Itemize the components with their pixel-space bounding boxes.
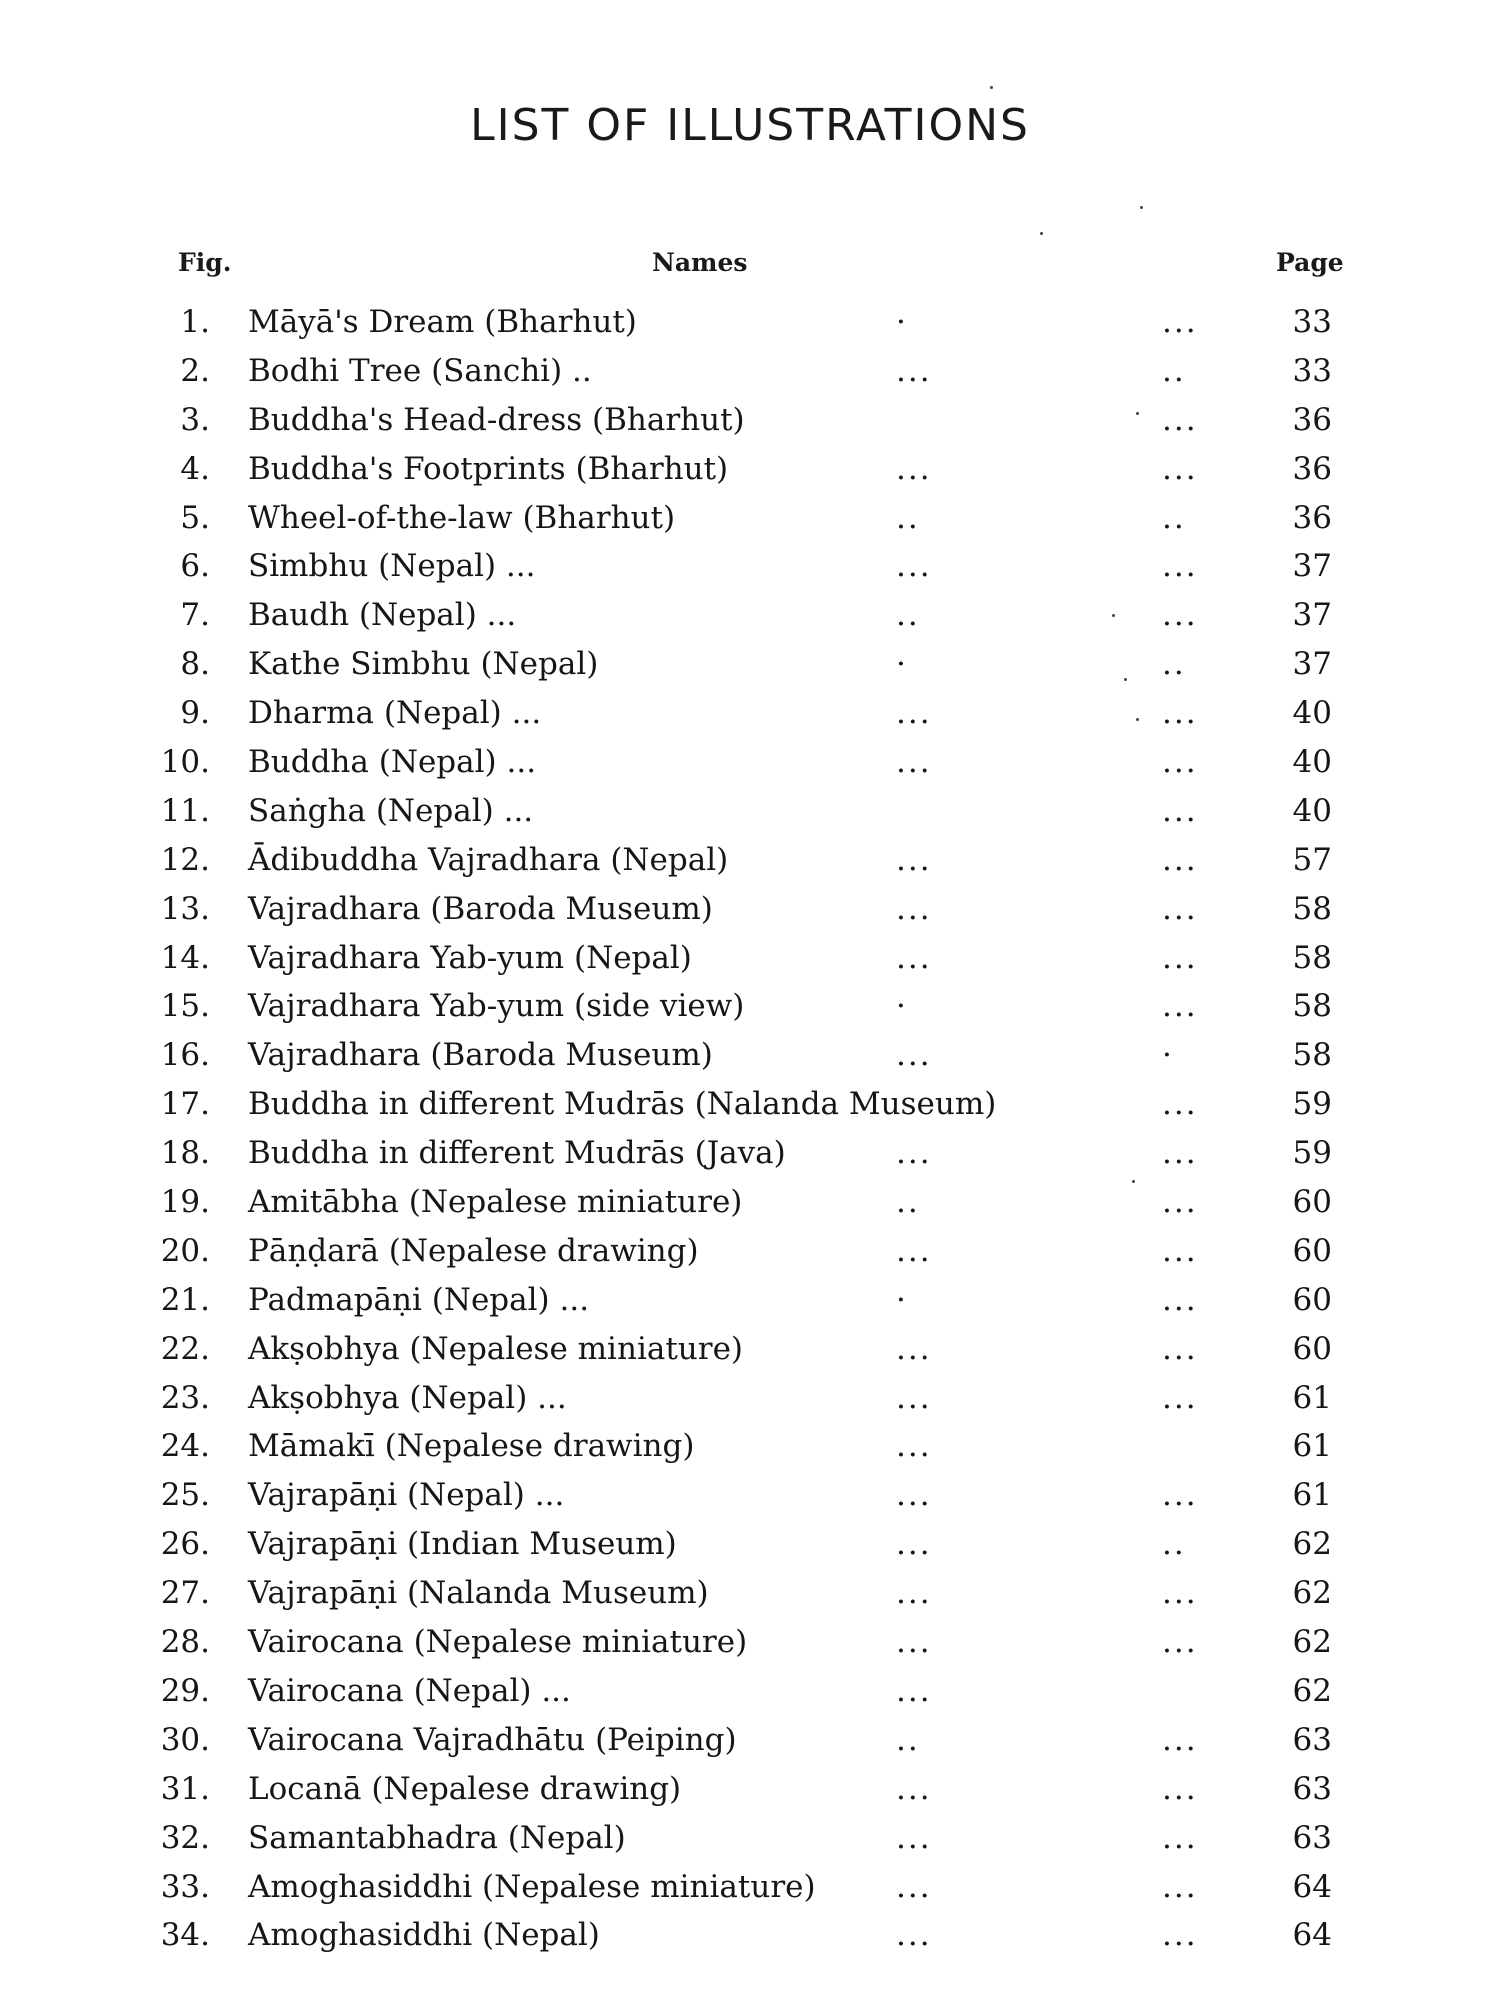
leader-dots: ...: [1162, 1868, 1198, 1905]
leader-dots: ...: [896, 1917, 932, 1954]
page-number: 40: [1292, 695, 1332, 732]
list-item: [0, 1129, 1500, 1178]
list-item: [0, 1814, 1500, 1863]
leader-dots: ..: [896, 1184, 920, 1221]
leader-dots: ...: [896, 548, 932, 585]
illustration-name: Vairocana (Nepal) ...: [248, 1672, 571, 1709]
page-number: 60: [1292, 1232, 1332, 1269]
figure-number: 21.: [160, 1281, 210, 1318]
illustration-name: Vajrapāṇi (Indian Museum): [248, 1526, 677, 1563]
list-item: [0, 1325, 1500, 1374]
list-item: [0, 836, 1500, 885]
illustration-name: Vairocana (Nepalese miniature): [248, 1624, 748, 1661]
leader-dots: ...: [896, 1868, 932, 1905]
leader-dots: ...: [896, 890, 932, 927]
illustration-name: Pāṇḍarā (Nepalese drawing): [248, 1232, 699, 1269]
illustration-name: Bodhi Tree (Sanchi) ..: [248, 352, 592, 389]
list-item: [0, 1227, 1500, 1276]
list-item: [0, 347, 1500, 396]
leader-dots: ·: [896, 646, 908, 683]
page-number: 61: [1292, 1477, 1332, 1514]
leader-dots: ·: [896, 304, 908, 340]
illustration-name: Samantabhadra (Nepal): [248, 1819, 626, 1856]
figure-number: 10.: [160, 744, 210, 781]
list-item: [0, 1520, 1500, 1569]
page-number: 33: [1292, 304, 1332, 340]
leader-dots: ...: [896, 744, 932, 781]
page-number: 37: [1292, 646, 1332, 683]
page-number: 61: [1292, 1428, 1332, 1465]
page-number: 60: [1292, 1330, 1332, 1367]
illustration-name: Amoghasiddhi (Nepalese miniature): [248, 1868, 816, 1905]
figure-number: 24.: [160, 1428, 210, 1465]
illustration-name: Wheel-of-the-law (Bharhut): [248, 499, 676, 536]
page-number: 58: [1292, 1037, 1332, 1074]
illustration-name: Akṣobhya (Nepal) ...: [248, 1379, 567, 1416]
list-item: [0, 591, 1500, 640]
figure-number: 23.: [160, 1379, 210, 1416]
figure-number: 22.: [160, 1330, 210, 1367]
leader-dots: ..: [896, 499, 920, 536]
list-item: [0, 1667, 1500, 1716]
list-item: [0, 1080, 1500, 1129]
page-number: 62: [1292, 1526, 1332, 1563]
leader-dots: ...: [1162, 1135, 1198, 1172]
page-number: 36: [1292, 450, 1332, 487]
list-item: [0, 738, 1500, 787]
figure-number: 1.: [180, 304, 210, 340]
list-item: [0, 1471, 1500, 1520]
figure-number: 19.: [160, 1184, 210, 1221]
page-number: 64: [1292, 1917, 1332, 1954]
column-header-fig: Fig.: [178, 248, 232, 277]
leader-dots: ...: [1162, 1819, 1198, 1856]
illustration-name: Saṅgha (Nepal) ...: [248, 792, 534, 829]
figure-number: 16.: [160, 1037, 210, 1074]
page-number: 63: [1292, 1721, 1332, 1758]
page-number: 61: [1292, 1379, 1332, 1416]
list-item: [0, 1422, 1500, 1471]
page-number: 37: [1292, 597, 1332, 634]
figure-number: 30.: [160, 1721, 210, 1758]
leader-dots: ...: [896, 1575, 932, 1612]
list-item: [0, 689, 1500, 738]
page-number: 60: [1292, 1184, 1332, 1221]
list-item: [0, 494, 1500, 543]
figure-number: 32.: [160, 1819, 210, 1856]
leader-dots: ...: [896, 1037, 932, 1074]
illustration-name: Padmapāṇi (Nepal) ...: [248, 1281, 590, 1318]
list-item: [0, 1178, 1500, 1227]
illustration-name: Māyā's Dream (Bharhut): [248, 304, 637, 340]
page-number: 58: [1292, 988, 1332, 1025]
list-item: [0, 1374, 1500, 1423]
figure-number: 2.: [180, 352, 210, 389]
leader-dots: ...: [1162, 939, 1198, 976]
illustration-name: Dharma (Nepal) ...: [248, 695, 542, 732]
page-number: 58: [1292, 890, 1332, 927]
leader-dots: ..: [896, 597, 920, 634]
scan-speck: [990, 86, 993, 89]
leader-dots: ...: [896, 1819, 932, 1856]
figure-number: 17.: [160, 1086, 210, 1123]
leader-dots: ...: [896, 841, 932, 878]
leader-dots: ...: [896, 939, 932, 976]
illustration-name: Baudh (Nepal) ...: [248, 597, 517, 634]
leader-dots: ...: [1162, 1575, 1198, 1612]
leader-dots: ...: [1162, 1379, 1198, 1416]
list-item: [0, 787, 1500, 836]
figure-number: 27.: [160, 1575, 210, 1612]
illustration-name: Simbhu (Nepal) ...: [248, 548, 536, 585]
illustration-name: Buddha in different Mudrās (Nalanda Museum): [248, 1086, 997, 1123]
leader-dots: ...: [1162, 1770, 1198, 1807]
list-item: [0, 298, 1500, 347]
leader-dots: ..: [1162, 1526, 1186, 1563]
illustration-name: Vajradhara (Baroda Museum): [248, 1037, 713, 1074]
figure-number: 8.: [180, 646, 210, 683]
illustration-name: Vajrapāṇi (Nalanda Museum): [248, 1575, 709, 1612]
leader-dots: ..: [1162, 646, 1186, 683]
list-item: [0, 1863, 1500, 1912]
illustration-name: Akṣobhya (Nepalese miniature): [248, 1330, 744, 1367]
leader-dots: ...: [896, 695, 932, 732]
page-number: 62: [1292, 1672, 1332, 1709]
scan-speck: [1040, 232, 1043, 235]
illustration-name: Buddha's Head-dress (Bharhut): [248, 401, 745, 438]
page-number: 63: [1292, 1819, 1332, 1856]
figure-number: 31.: [160, 1770, 210, 1807]
figure-number: 34.: [160, 1917, 210, 1954]
figure-number: 18.: [160, 1135, 210, 1172]
illustration-name: Buddha (Nepal) ...: [248, 744, 537, 781]
page-number: 62: [1292, 1575, 1332, 1612]
page-number: 64: [1292, 1868, 1332, 1905]
figure-number: 7.: [180, 597, 210, 634]
figure-number: 3.: [180, 401, 210, 438]
leader-dots: ...: [1162, 744, 1198, 781]
page-number: 40: [1292, 792, 1332, 829]
leader-dots: ...: [1162, 792, 1198, 829]
illustration-name: Buddha's Footprints (Bharhut): [248, 450, 729, 487]
figure-number: 26.: [160, 1526, 210, 1563]
page-number: 40: [1292, 744, 1332, 781]
list-item: [0, 1765, 1500, 1814]
figure-number: 5.: [180, 499, 210, 536]
leader-dots: ...: [896, 1135, 932, 1172]
figure-number: 25.: [160, 1477, 210, 1514]
illustration-name: Amoghasiddhi (Nepal): [248, 1917, 600, 1954]
list-item: [0, 396, 1500, 445]
leader-dots: ...: [1162, 890, 1198, 927]
leader-dots: ...: [1162, 304, 1198, 340]
leader-dots: ...: [1162, 1477, 1198, 1514]
leader-dots: ...: [1162, 1721, 1198, 1758]
leader-dots: ...: [896, 1232, 932, 1269]
page-number: 58: [1292, 939, 1332, 976]
page-number: 36: [1292, 499, 1332, 536]
leader-dots: ...: [896, 450, 932, 487]
leader-dots: ...: [896, 1624, 932, 1661]
page-number: 62: [1292, 1624, 1332, 1661]
leader-dots: ...: [1162, 548, 1198, 585]
illustration-list: [0, 298, 1500, 1960]
list-item: [0, 1618, 1500, 1667]
figure-number: 6.: [180, 548, 210, 585]
leader-dots: ·: [1162, 1037, 1174, 1074]
page-number: 57: [1292, 841, 1332, 878]
leader-dots: ..: [1162, 352, 1186, 389]
page-number: 36: [1292, 401, 1332, 438]
illustration-name: Vairocana Vajradhātu (Peiping): [248, 1721, 737, 1758]
page-number: 37: [1292, 548, 1332, 585]
illustration-name: Māmakī (Nepalese drawing): [248, 1428, 695, 1465]
list-item: [0, 1031, 1500, 1080]
column-header-page: Page: [1276, 248, 1344, 277]
leader-dots: ...: [896, 1428, 932, 1465]
scan-speck: [1140, 206, 1143, 209]
figure-number: 29.: [160, 1672, 210, 1709]
list-item: [0, 1276, 1500, 1325]
figure-number: 28.: [160, 1624, 210, 1661]
leader-dots: ...: [1162, 695, 1198, 732]
illustration-name: Vajradhara (Baroda Museum): [248, 890, 713, 927]
figure-number: 15.: [160, 988, 210, 1025]
page-number: 33: [1292, 352, 1332, 389]
list-item: [0, 1569, 1500, 1618]
list-item: [0, 542, 1500, 591]
leader-dots: ...: [896, 1526, 932, 1563]
leader-dots: ...: [1162, 1624, 1198, 1661]
page-title: LIST OF ILLUSTRATIONS: [470, 100, 1030, 151]
leader-dots: ...: [1162, 841, 1198, 878]
list-item: [0, 1911, 1500, 1960]
leader-dots: ...: [1162, 1232, 1198, 1269]
leader-dots: ...: [1162, 401, 1198, 438]
leader-dots: ...: [1162, 450, 1198, 487]
leader-dots: ...: [1162, 597, 1198, 634]
figure-number: 9.: [180, 695, 210, 732]
list-item: [0, 982, 1500, 1031]
figure-number: 20.: [160, 1232, 210, 1269]
page-number: 63: [1292, 1770, 1332, 1807]
leader-dots: ...: [896, 1770, 932, 1807]
illustration-name: Vajradhara Yab-yum (side view): [248, 988, 745, 1025]
page-number: 59: [1292, 1086, 1332, 1123]
leader-dots: ...: [896, 1330, 932, 1367]
figure-number: 12.: [160, 841, 210, 878]
list-item: [0, 445, 1500, 494]
list-item: [0, 885, 1500, 934]
figure-number: 11.: [160, 792, 210, 829]
leader-dots: ...: [896, 1672, 932, 1709]
illustration-name: Locanā (Nepalese drawing): [248, 1770, 682, 1807]
figure-number: 33.: [160, 1868, 210, 1905]
leader-dots: ..: [1162, 499, 1186, 536]
leader-dots: ...: [1162, 1086, 1198, 1123]
illustration-name: Ādibuddha Vajradhara (Nepal): [248, 841, 729, 878]
figure-number: 4.: [180, 450, 210, 487]
illustration-name: Kathe Simbhu (Nepal): [248, 646, 599, 683]
illustration-name: Vajradhara Yab-yum (Nepal): [248, 939, 692, 976]
leader-dots: ·: [896, 1281, 908, 1318]
leader-dots: ...: [896, 1379, 932, 1416]
illustration-name: Vajrapāṇi (Nepal) ...: [248, 1477, 565, 1514]
illustration-name: Amitābha (Nepalese miniature): [248, 1184, 743, 1221]
page-number: 60: [1292, 1281, 1332, 1318]
leader-dots: ...: [1162, 1330, 1198, 1367]
list-item: [0, 934, 1500, 983]
figure-number: 13.: [160, 890, 210, 927]
leader-dots: ...: [1162, 1184, 1198, 1221]
leader-dots: ·: [896, 988, 908, 1025]
illustration-name: Buddha in different Mudrās (Java): [248, 1135, 786, 1172]
leader-dots: ...: [1162, 1281, 1198, 1318]
leader-dots: ...: [1162, 1917, 1198, 1954]
leader-dots: ..: [896, 1721, 920, 1758]
list-item: [0, 1716, 1500, 1765]
list-item: [0, 640, 1500, 689]
figure-number: 14.: [160, 939, 210, 976]
leader-dots: ...: [1162, 988, 1198, 1025]
leader-dots: ...: [896, 1477, 932, 1514]
leader-dots: ...: [896, 352, 932, 389]
page-number: 59: [1292, 1135, 1332, 1172]
column-header-names: Names: [652, 248, 748, 277]
